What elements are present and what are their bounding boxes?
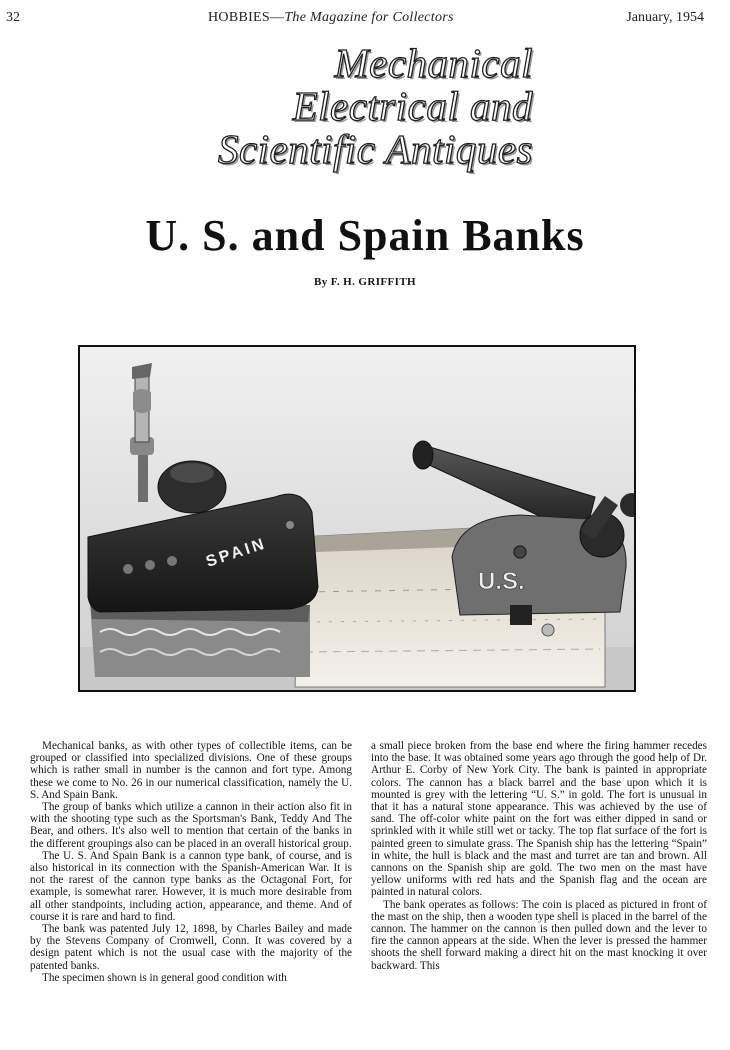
paragraph: The group of banks which utilize a cannon in their action also fit in with the shooting type such as the Sportsman's Bank, Teddy And The Bear, and others. It's also well to mention that certain of the banks in the different groupings also can be placed in an overall historical group. [30, 801, 352, 850]
text-column-right [371, 740, 707, 972]
magazine-subtitle: The Magazine for Collectors [284, 10, 454, 25]
section-heading-line: Electrical and [292, 83, 533, 129]
section-heading [195, 42, 533, 171]
section-heading-line: Mechanical [334, 40, 533, 86]
paragraph: The bank operates as follows: The coin is placed as pictured in front of the mast on the ship, then a wooden type shell is placed in the barrel of the cannon. The hammer on the cannon is then pulled down and the lever to fire the cannon appears at the side. When the lever is pressed the hammer shoots the shell forward making a direct hit on the mast knocking it over backward. This [371, 898, 707, 972]
paragraph: a small piece broken from the base end where the firing hammer recedes into the base. It was obtained some years ago through the good help of Dr. Arthur E. Corby of New York City. The bank is painted in appropriate colors. The cannon has a black barrel and the base upon which it is mounted is grey with the lettering “U. S.” in gold. The fort is unusual in that it has a natural stone appearance. This was achieved by the use of sand. The off-color white paint on the fort was either dipped in sand or sprinkled with it while still wet or tacky. The top flat surface of the fort is painted green to simulate grass. The Spanish ship has the lettering “Spain” in white, the hull is black and the mast and turret are tan and brown. All cannons on the Spanish ship are gold. The two men on the mast have yellow uniforms with red hats and the Spanish flag and the ocean are painted in natural colors. [371, 740, 707, 899]
running-header [0, 10, 730, 28]
paragraph: The specimen shown is in general good condition with [42, 971, 287, 984]
cannon-lettering: U.S. [478, 568, 525, 595]
magazine-title: HOBBIES [208, 10, 270, 25]
ocean-base [90, 602, 310, 677]
ship-lettering: SPAIN [203, 535, 269, 571]
paragraph: Mechanical banks, as with other types of collectible items, can be grouped or classified into specialized divisions. One of these groups which is rather small in number is the cannon and fort type. Among these we come to No. 26 in our numerical classification, namely the U. S. And Spain Bank. [30, 740, 352, 801]
bank-photo-illustration [80, 347, 634, 690]
page-number: 32 [6, 10, 20, 25]
magazine-name: HOBBIES—The Magazine for Collectors [208, 10, 454, 25]
section-heading-line: Scientific Antiques [217, 126, 533, 172]
issue-date: January, 1954 [626, 10, 704, 25]
paragraph: The bank was patented July 12, 1898, by Charles Bailey and made by the Stevens Company of Cromwell, Conn. It was covered by a design patent which is not the usual case with the majority of the patented banks. [30, 923, 352, 972]
paragraph: The U. S. And Spain Bank is a cannon type bank, of course, and is also historical in its connection with the Spanish-American War. It is not the rarest of the cannon type banks as the Octagonal Fort, for example, is somewhat rarer. However, it is much more desirable from all other standpoints, including action, appearance, and theme. And of course it is rare and hard to find. [30, 849, 352, 923]
bank-photo [78, 345, 636, 692]
article-title: U. S. and Spain Banks [145, 211, 585, 260]
text-column-left [30, 740, 352, 984]
article-byline: By F. H. GRIFFITH [313, 276, 417, 288]
